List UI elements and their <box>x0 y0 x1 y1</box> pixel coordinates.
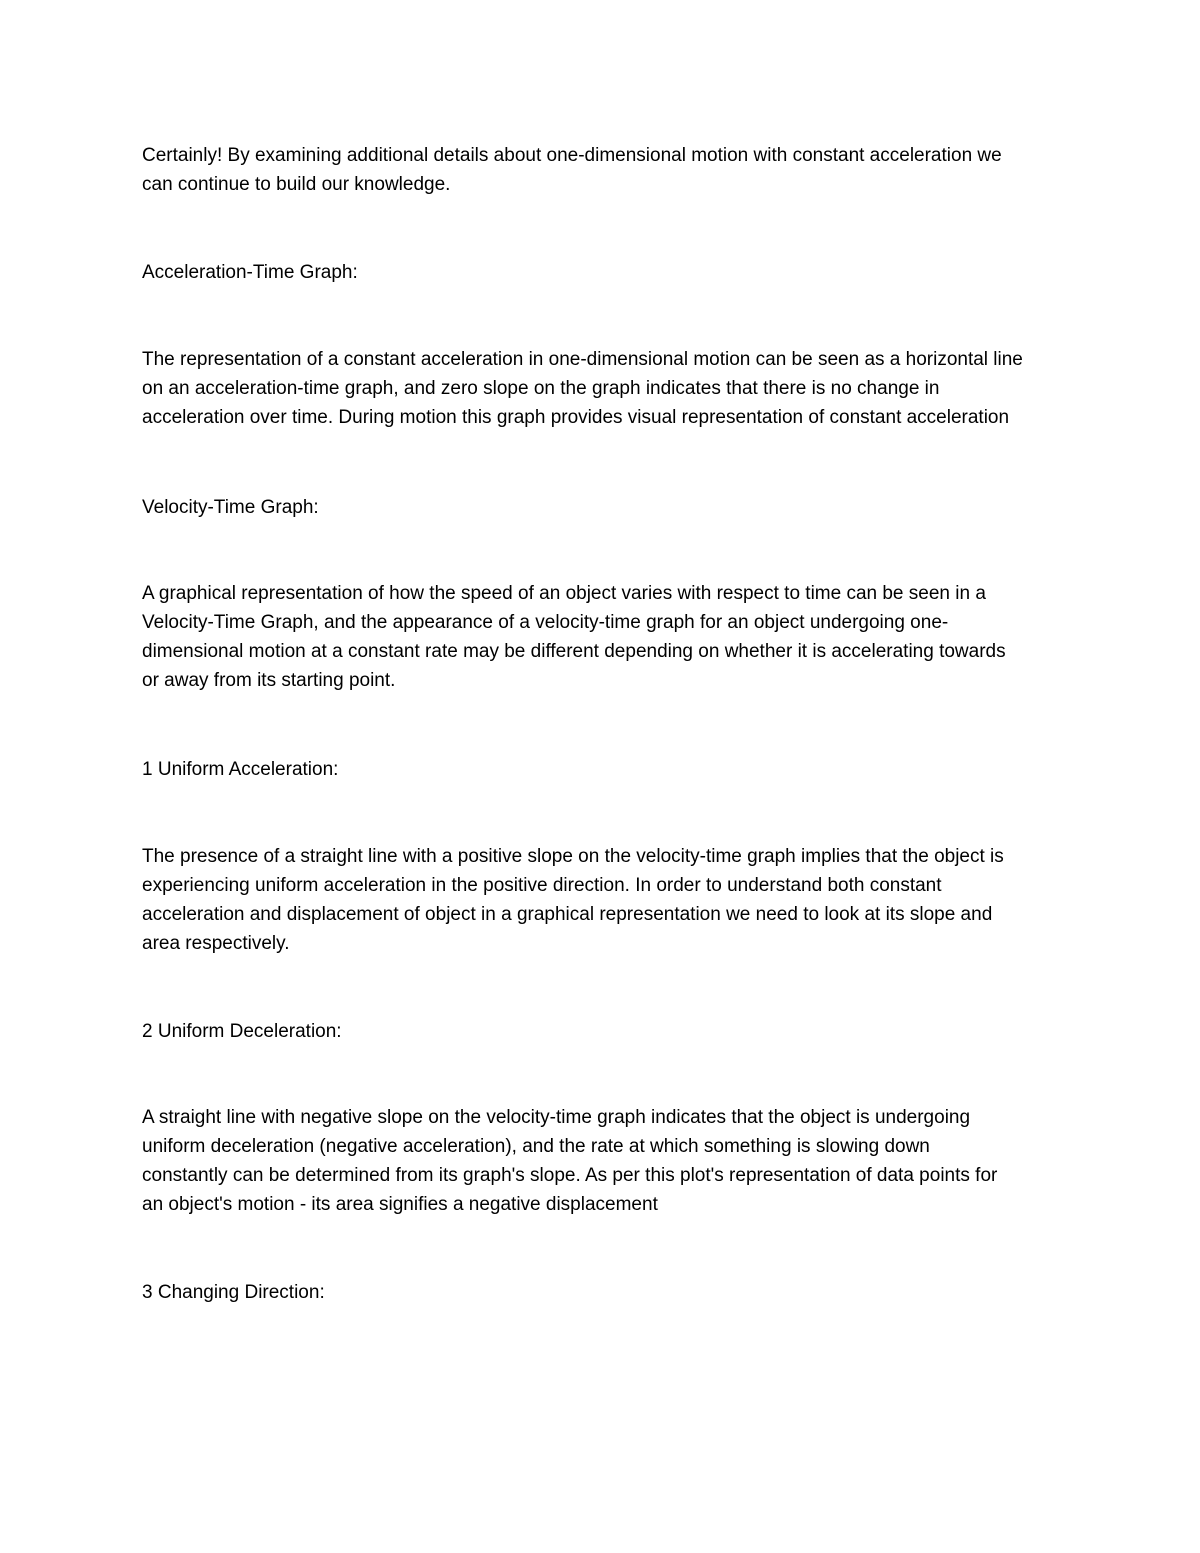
paragraph-line: experiencing uniform acceleration in the positive direction. In order to understand both constant <box>142 875 942 896</box>
paragraph-line: A graphical representation of how the speed of an object varies with respect to time can be seen in a <box>142 583 986 604</box>
paragraph-line: A straight line with negative slope on the velocity-time graph indicates that the object is undergoing <box>142 1107 971 1128</box>
paragraph-line: The representation of a constant acceleration in one-dimensional motion can be seen as a horizontal line <box>142 349 1023 370</box>
paragraph-line: Velocity-Time Graph, and the appearance of a velocity-time graph for an object undergoing one- <box>142 612 949 633</box>
uniform-acceleration-heading: 1 Uniform Acceleration: <box>142 759 339 780</box>
velocity-time-heading: Velocity-Time Graph: <box>142 497 319 518</box>
changing-direction-heading: 3 Changing Direction: <box>142 1282 325 1303</box>
paragraph-line: or away from its starting point. <box>142 670 396 691</box>
intro-line: Certainly! By examining additional details about one-dimensional motion with constant acceleration we <box>142 145 1002 166</box>
intro-paragraph <box>142 141 1072 199</box>
uniform-deceleration-heading: 2 Uniform Deceleration: <box>142 1021 342 1042</box>
velocity-time-paragraph <box>142 579 1072 695</box>
acceleration-time-paragraph <box>142 345 1072 432</box>
paragraph-line: acceleration and displacement of object in a graphical representation we need to look at its slope and <box>142 904 993 925</box>
paragraph-line: an object's motion - its area signifies a negative displacement <box>142 1194 658 1215</box>
paragraph-line: acceleration over time. During motion this graph provides visual representation of constant acceleration <box>142 407 1010 428</box>
paragraph-line: uniform deceleration (negative acceleration), and the rate at which something is slowing down <box>142 1136 930 1157</box>
uniform-acceleration-paragraph <box>142 842 1072 958</box>
uniform-deceleration-paragraph <box>142 1103 1072 1219</box>
acceleration-time-heading: Acceleration-Time Graph: <box>142 262 358 283</box>
paragraph-line: on an acceleration-time graph, and zero slope on the graph indicates that there is no change in <box>142 378 940 399</box>
intro-line: can continue to build our knowledge. <box>142 174 451 195</box>
paragraph-line: area respectively. <box>142 933 290 954</box>
paragraph-line: constantly can be determined from its graph's slope. As per this plot's representation of data points for <box>142 1165 998 1186</box>
paragraph-line: The presence of a straight line with a positive slope on the velocity-time graph implies that the object is <box>142 846 1004 867</box>
paragraph-line: dimensional motion at a constant rate may be different depending on whether it is accelerating towards <box>142 641 1006 662</box>
